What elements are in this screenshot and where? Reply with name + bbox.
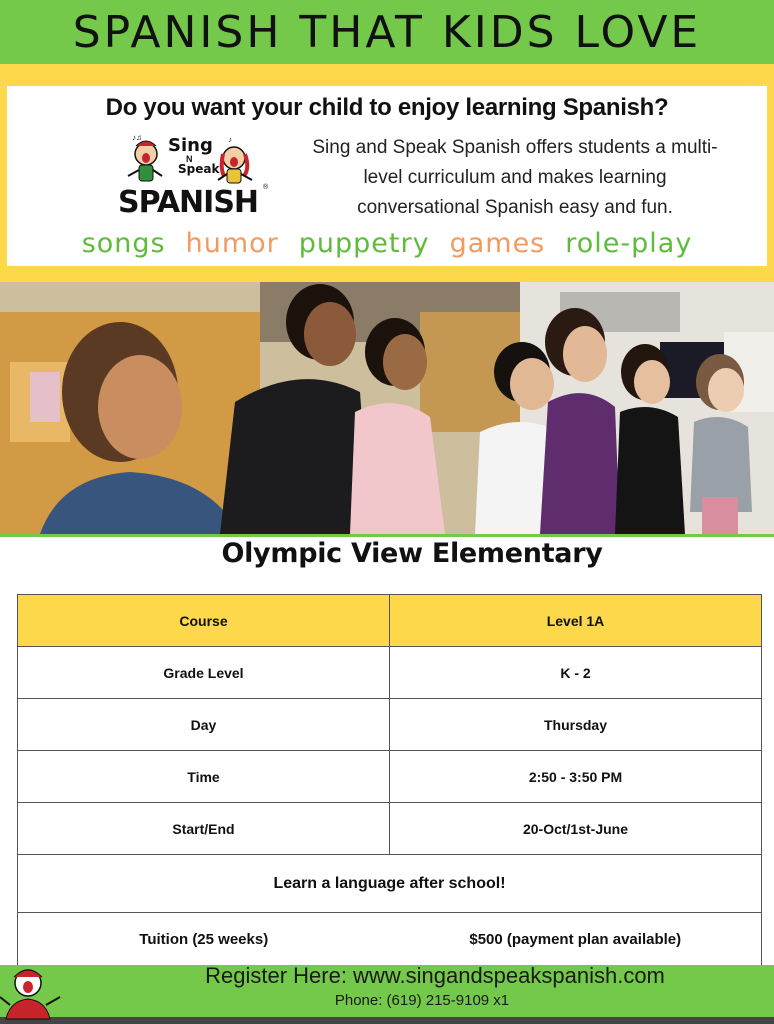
row-label: Time [18, 751, 390, 803]
logo-spanish-text: SPANISH [118, 185, 259, 220]
school-name: Olympic View Elementary [221, 538, 603, 569]
table-row [18, 913, 762, 967]
row-value: 20-Oct/1st-June [390, 803, 762, 855]
row-label: Grade Level [18, 647, 390, 699]
row-value: Thursday [390, 699, 762, 751]
row-value: K - 2 [390, 647, 762, 699]
row-value: Level 1A [390, 595, 762, 647]
svg-text:♪: ♪ [228, 135, 232, 144]
tuition-value: $500 (payment plan available) [390, 913, 762, 967]
row-label: Start/End [18, 803, 390, 855]
row-label: Day [18, 699, 390, 751]
photo-divider [0, 534, 774, 537]
logo-sing-text: Sing [168, 135, 213, 156]
table-row [18, 751, 762, 803]
table-row [18, 855, 762, 913]
phone-number: Phone: (619) 215-9109 x1 [334, 992, 510, 1009]
students-singing-illustration [0, 282, 774, 534]
after-school-note: Learn a language after school! [18, 855, 762, 913]
tag-games: games [449, 228, 546, 259]
banner-title: SPANISH THAT KIDS LOVE [72, 6, 702, 58]
tag-humor: humor [185, 228, 279, 259]
tuition-label: Tuition (25 weeks) [18, 913, 390, 967]
feature-tags [0, 228, 774, 259]
table-row [18, 803, 762, 855]
table-row [18, 595, 762, 647]
logo-speak-text: Speak [178, 162, 220, 176]
course-info-table [17, 594, 762, 967]
tag-songs: songs [81, 228, 166, 259]
intro-description: Sing and Speak Spanish offers students a multi-level curriculum and makes learning conversational Spanish easy and fun. [312, 137, 718, 218]
top-banner [0, 0, 774, 64]
logo-registered-mark: ® [263, 184, 269, 191]
register-link[interactable]: Register Here: www.singandspeakspanish.com [205, 963, 665, 988]
classroom-photo [0, 282, 774, 534]
svg-text:♪♫: ♪♫ [132, 133, 142, 142]
footer-strip [0, 1017, 774, 1024]
row-value: 2:50 - 3:50 PM [390, 751, 762, 803]
tag-role-play: role-play [565, 228, 693, 259]
intro-headline: Do you want your child to enjoy learning Spanish? [105, 94, 669, 121]
tag-puppetry: puppetry [298, 228, 430, 259]
row-label: Course [18, 595, 390, 647]
table-row [18, 647, 762, 699]
table-row [18, 699, 762, 751]
logo-n-text: N [186, 154, 193, 164]
sing-and-speak-spanish-logo [116, 132, 270, 224]
